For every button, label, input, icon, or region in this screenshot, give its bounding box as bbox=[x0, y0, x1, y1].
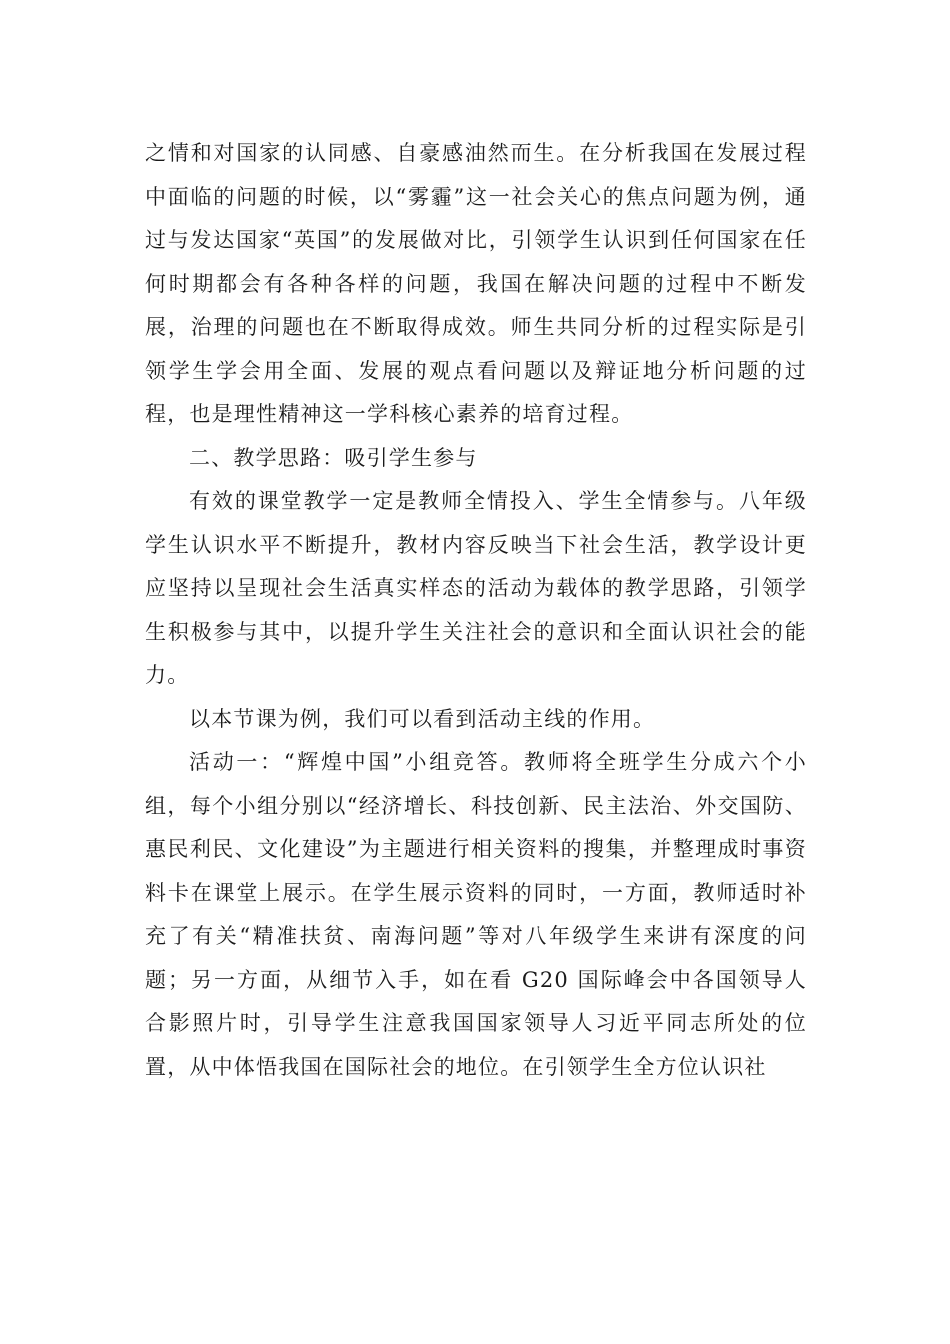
paragraph-activity-one: 活动一：“辉煌中国”小组竞答。教师将全班学生分成六个小组，每个小组分别以“经济增长、科技创新、民主法治、外交国防、惠民利民、文化建设”为主题进行相关资料的搜集，并整理成时事资料卡在课堂上展示。在学生展示资料的同时，一方面，教师适时补充了有关“精准扶贫、南海问题”等对八年级学生来讲有深度的问题；另一方面，从细节入手，如在看 G20 国际峰会中各国领导人合影照片时，引导学生注意我国国家领导人习近平同志所处的位置，从中体悟我国在国际社会的地位。在引领学生全方位认识社 bbox=[145, 750, 807, 1079]
paragraph-example-intro: 以本节课为例，我们可以看到活动主线的作用。 bbox=[189, 706, 656, 731]
paragraph-teaching-approach: 有效的课堂教学一定是教师全情投入、学生全情参与。八年级学生认识水平不断提升，教材内容反映当下社会生活，教学设计更应坚持以呈现社会生活真实样态的活动为载体的教学思路，引领学生积极参与其中，以提升学生关注社会的意识和全面认识社会的能力。 bbox=[145, 489, 807, 687]
section-heading: 二、教学思路：吸引学生参与 bbox=[189, 445, 478, 470]
paragraph-continuation: 之情和对国家的认同感、自豪感油然而生。在分析我国在发展过程中面临的问题的时候，以“雾霾”这一社会关心的焦点问题为例，通过与发达国家“英国”的发展做对比，引领学生认识到任何国家在任何时期都会有各种各样的问题，我国在解决问题的过程中不断发展，治理的问题也在不断取得成效。师生共同分析的过程实际是引领学生学会用全面、发展的观点看问题以及辩证地分析问题的过程，也是理性精神这一学科核心素养的培育过程。 bbox=[145, 141, 807, 426]
document-body bbox=[145, 132, 807, 1089]
